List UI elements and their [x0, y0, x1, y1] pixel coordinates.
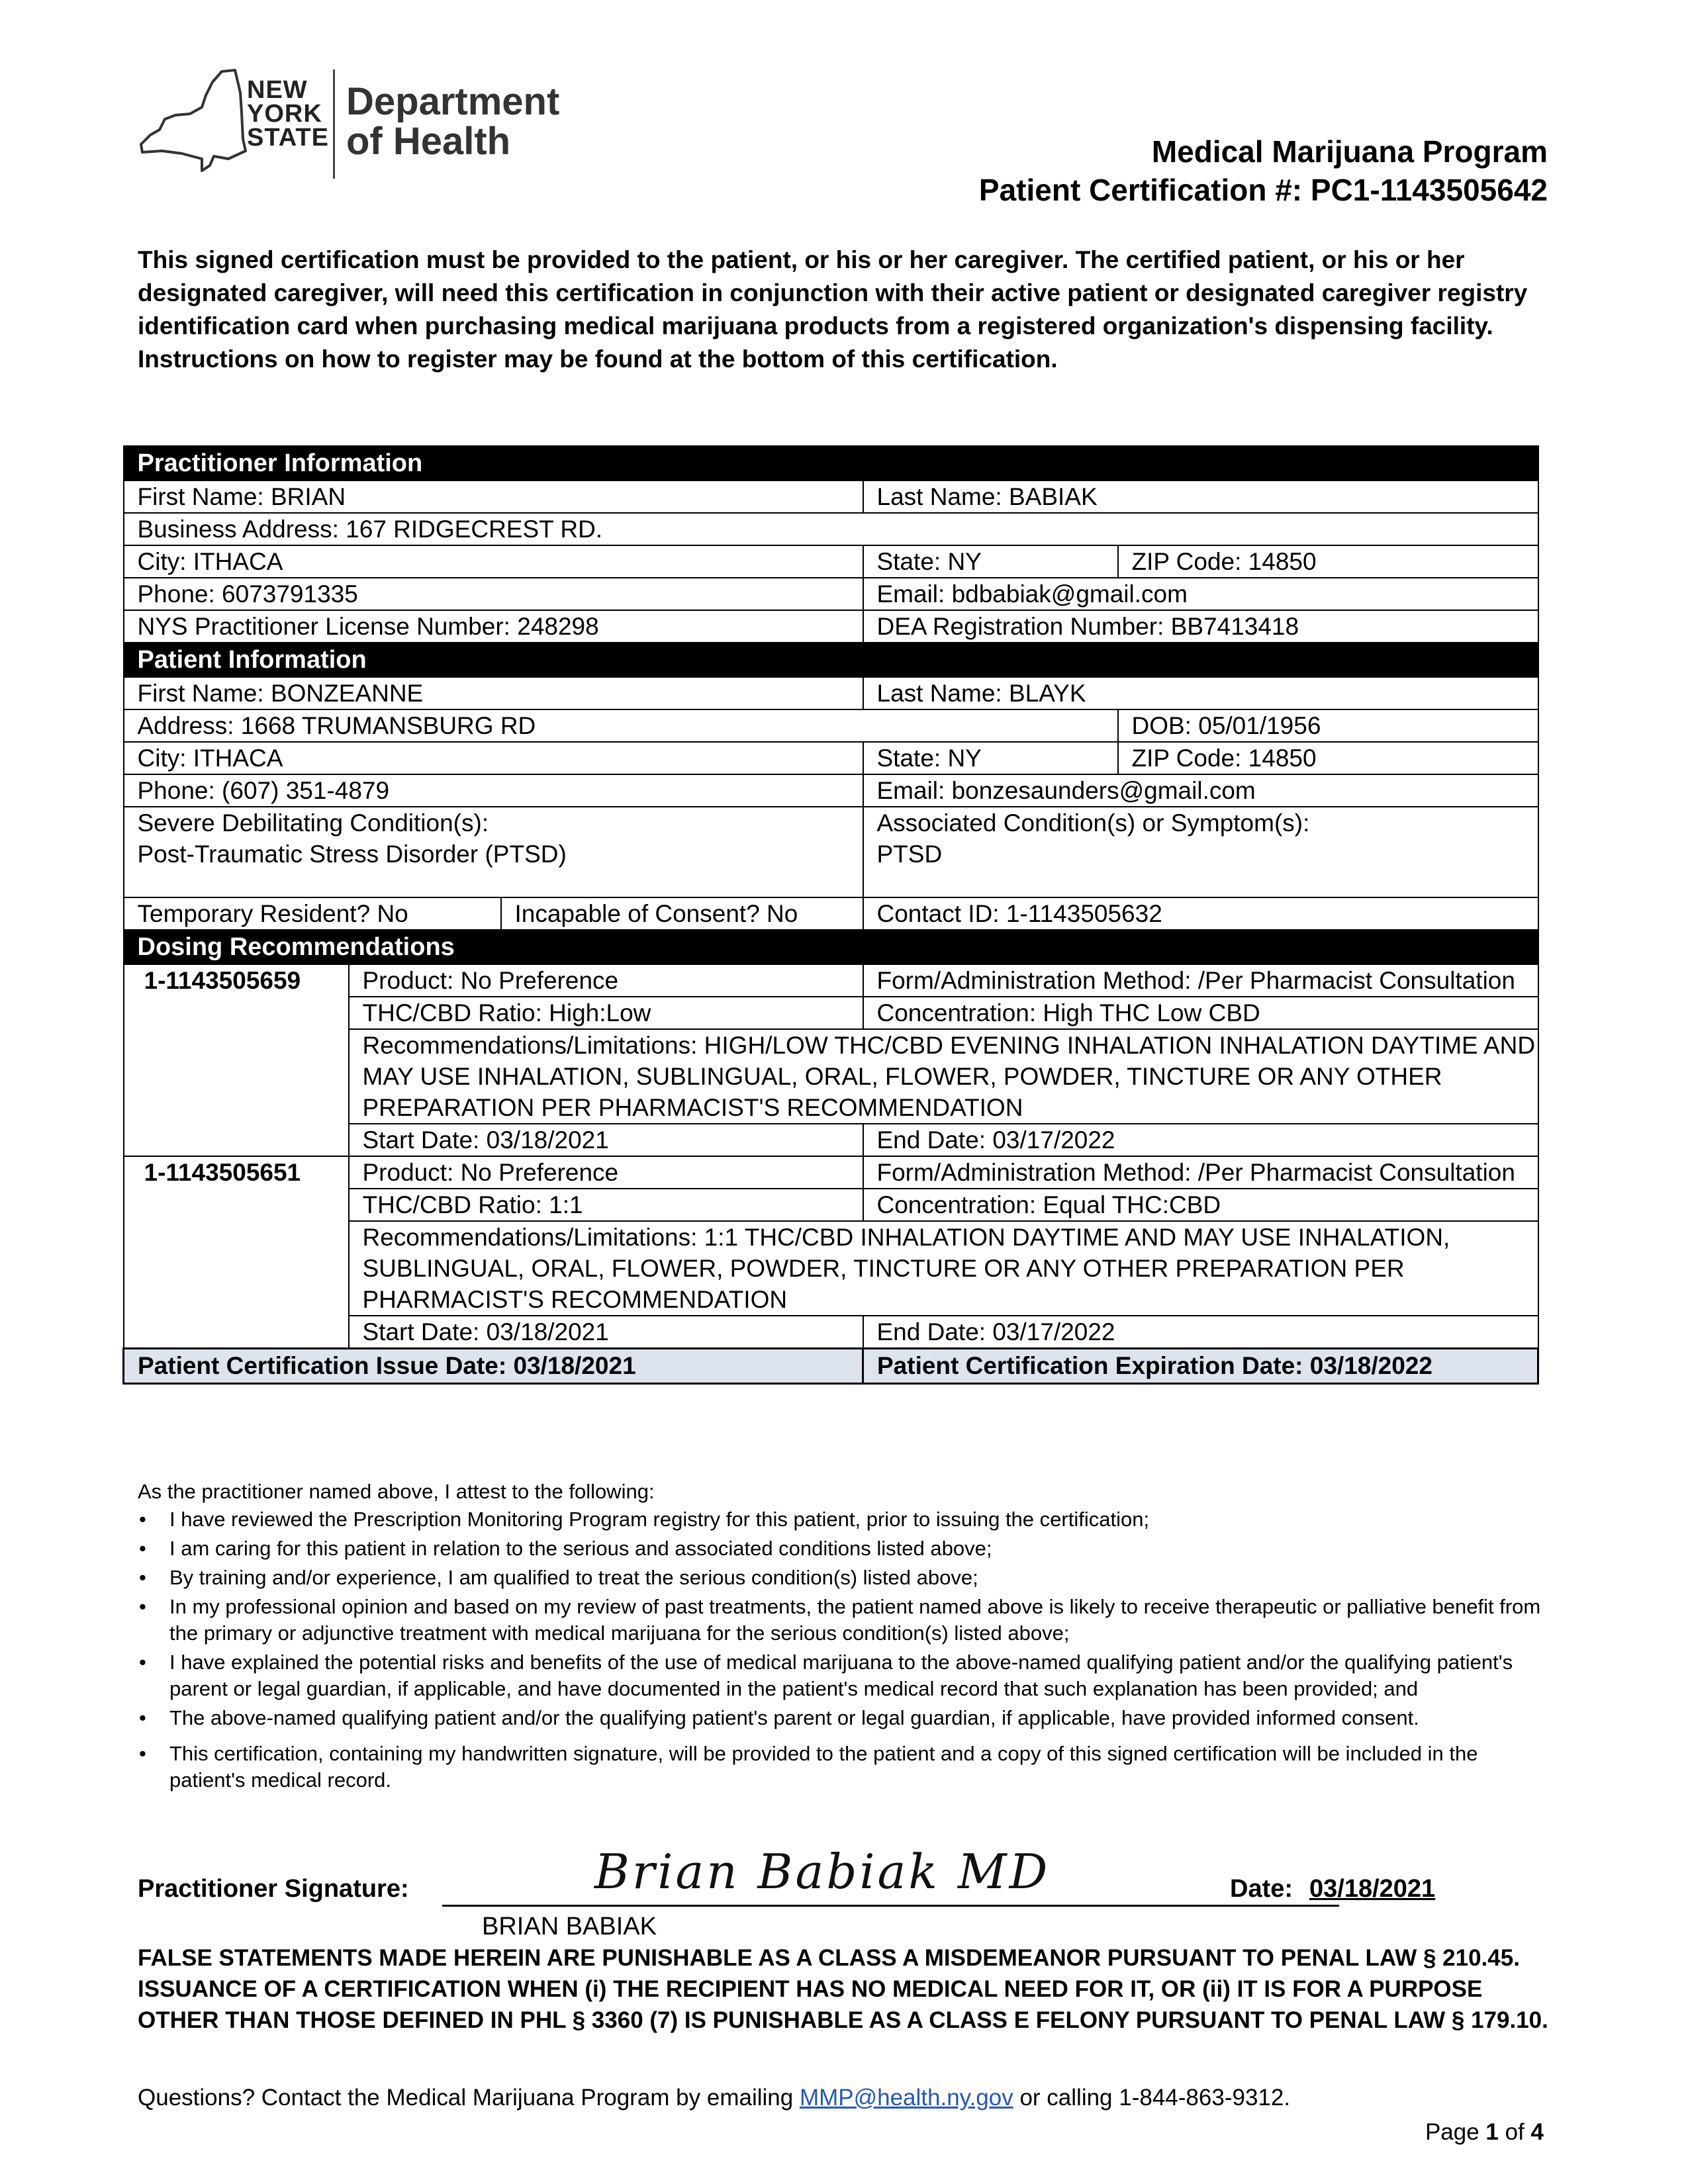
contact-email-link[interactable]: MMP@health.ny.gov — [799, 2085, 1013, 2111]
list-item: • The above-named qualifying patient and/or the qualifying patient's parent or legal guardian, if applicable, have provided informed consent. — [138, 1705, 1554, 1731]
patient-incapable-of-consent: Incapable of Consent? No — [501, 897, 863, 930]
signature-date-label: Date: — [1230, 1875, 1293, 1903]
new-york-state-outline-icon — [136, 66, 248, 179]
practitioner-first-name: First Name: BRIAN — [124, 480, 863, 513]
recommendation-start-date: Start Date: 03/18/2021 — [349, 1316, 863, 1349]
signature-date: 03/18/2021 — [1309, 1875, 1436, 1903]
intro-paragraph: This signed certification must be provided to the patient, or his or her caregiver. The certified patient, or his or her designated caregiver, will need this certification in conjunction with their active patient or designated caregiver registry identification card when purchasing medical marijuana products from a registered organization's dispensing facility. Instructions on how to register may be found at the bottom of this certification. — [138, 246, 1528, 373]
page-number — [1425, 2119, 1544, 2146]
patient-section-header — [124, 643, 1538, 677]
practitioner-city: City: ITHACA — [124, 545, 863, 578]
dosing-heading: Dosing Recommendations — [124, 930, 1538, 964]
printed-name: BRIAN BABIAK — [482, 1913, 657, 1940]
recommendation-end-date: End Date: 03/17/2022 — [863, 1316, 1538, 1349]
table-row — [124, 897, 1538, 930]
recommendation-product: Product: No Preference — [349, 1156, 863, 1189]
logo-divider — [333, 69, 335, 179]
practitioner-last-name: Last Name: BABIAK — [863, 480, 1538, 513]
table-row — [124, 774, 1538, 807]
table-row — [124, 480, 1538, 513]
handwritten-signature: Brian Babiak MD — [594, 1844, 1051, 1899]
certification-table — [122, 445, 1539, 1385]
certification-form — [122, 445, 1537, 1385]
dosing-section-header — [124, 930, 1538, 964]
contact-prefix: Questions? Contact the Medical Marijuana Program by emailing — [138, 2085, 800, 2111]
practitioner-zip: ZIP Code: 14850 — [1118, 545, 1538, 578]
certification-dates-row — [124, 1349, 1538, 1384]
table-row — [124, 742, 1538, 774]
patient-heading: Patient Information — [124, 643, 1538, 677]
recommendation-start-date: Start Date: 03/18/2021 — [349, 1124, 863, 1156]
recommendation-concentration: Concentration: High THC Low CBD — [863, 997, 1538, 1029]
patient-email: Email: bonzesaunders@gmail.com — [863, 774, 1538, 807]
recommendation-limitations: Recommendations/Limitations: HIGH/LOW THC/CBD EVENING INHALATION INHALATION DAYTIME AND MAY USE INHALATION, SUBLINGUAL, ORAL, FLOWER, POWDER, TINCTURE OR ANY OTHER PREPARATION PER PHARMACIST'S RECOMMENDATION — [349, 1029, 1538, 1124]
patient-condition: Severe Debilitating Condition(s): Post-Traumatic Stress Disorder (PTSD) — [124, 807, 863, 897]
practitioner-business-address: Business Address: 167 RIDGECREST RD. — [124, 513, 1538, 545]
patient-last-name: Last Name: BLAYK — [863, 677, 1538, 709]
patient-temporary-resident: Temporary Resident? No — [124, 897, 501, 930]
patient-zip: ZIP Code: 14850 — [1118, 742, 1538, 774]
page-prefix: Page — [1425, 2119, 1486, 2145]
recommendation-ratio: THC/CBD Ratio: High:Low — [349, 997, 863, 1029]
practitioner-email: Email: bdbabiak@gmail.com — [863, 578, 1538, 610]
patient-address: Address: 1668 TRUMANSBURG RD — [124, 709, 1118, 742]
logo-line-of-health: of Health — [346, 120, 511, 163]
attestation-block — [138, 1477, 1554, 1796]
patient-first-name: First Name: BONZEANNE — [124, 677, 863, 709]
recommendation-id: 1-1143505659 — [124, 964, 349, 1156]
certification-number: Patient Certification #: PC1-1143505642 — [978, 173, 1548, 207]
patient-associated-condition: Associated Condition(s) or Symptom(s): PTSD — [863, 807, 1538, 897]
signature-row — [138, 1844, 1561, 1940]
list-item: • This certification, containing my handwritten signature, will be provided to the patient and a copy of this signed certification will be included in the patient's medical record. — [138, 1741, 1554, 1794]
recommendation-limitations: Recommendations/Limitations: 1:1 THC/CBD INHALATION DAYTIME AND MAY USE INHALATION, SUBLINGUAL, ORAL, FLOWER, POWDER, TINCTURE OR ANY OTHER PREPARATION PER PHARMACIST'S RECOMMENDATION — [349, 1221, 1538, 1316]
table-row — [124, 964, 1538, 997]
table-row — [124, 578, 1538, 610]
program-name: Medical Marijuana Program — [1151, 134, 1548, 169]
logo-line-new: NEW — [247, 76, 308, 104]
program-title-block — [979, 132, 1548, 209]
patient-dob: DOB: 05/01/1956 — [1118, 709, 1538, 742]
contact-line — [138, 2085, 1290, 2111]
patient-contact-id: Contact ID: 1-1143505632 — [863, 897, 1538, 930]
attestation-lead: As the practitioner named above, I attest to the following: — [138, 1480, 655, 1503]
practitioner-license: NYS Practitioner License Number: 248298 — [124, 610, 863, 643]
signature-label: Practitioner Signature: — [138, 1875, 409, 1903]
table-row — [124, 610, 1538, 643]
list-item: • By training and/or experience, I am qualified to treat the serious condition(s) listed above; — [138, 1565, 1554, 1591]
table-row — [124, 545, 1538, 578]
list-item: • I have reviewed the Prescription Monitoring Program registry for this patient, prior to issuing the certification; — [138, 1506, 1554, 1533]
nys-doh-logo — [136, 66, 573, 185]
logo-dept-text — [346, 82, 559, 161]
recommendation-id: 1-1143505651 — [124, 1156, 349, 1349]
recommendation-form: Form/Administration Method: /Per Pharmacist Consultation — [863, 1156, 1538, 1189]
patient-phone: Phone: (607) 351-4879 — [124, 774, 863, 807]
practitioner-heading: Practitioner Information — [124, 446, 1538, 480]
page-middle: of — [1498, 2119, 1531, 2145]
recommendation-ratio: THC/CBD Ratio: 1:1 — [349, 1189, 863, 1221]
recommendation-form: Form/Administration Method: /Per Pharmacist Consultation — [863, 964, 1538, 997]
table-row — [124, 807, 1538, 897]
list-item: • In my professional opinion and based on my review of past treatments, the patient named above is likely to receive therapeutic or palliative benefit from the primary or adjunctive treatment with medical marijuana for the serious condition(s) listed above; — [138, 1594, 1554, 1647]
recommendation-end-date: End Date: 03/17/2022 — [863, 1124, 1538, 1156]
page-current: 1 — [1485, 2119, 1499, 2145]
logo-state-text — [247, 78, 329, 150]
list-item: • I have explained the potential risks and benefits of the use of medical marijuana to the above-named qualifying patient and/or the qualifying patient's parent or legal guardian, if applicable, and have documented in the patient's medical record that such explanation has been provided; and — [138, 1649, 1554, 1702]
practitioner-dea: DEA Registration Number: BB7413418 — [863, 610, 1538, 643]
page-total: 4 — [1530, 2119, 1544, 2145]
recommendation-product: Product: No Preference — [349, 964, 863, 997]
recommendation-concentration: Concentration: Equal THC:CBD — [863, 1189, 1538, 1221]
table-row — [124, 513, 1538, 545]
signature-line — [442, 1905, 1339, 1907]
practitioner-phone: Phone: 6073791335 — [124, 578, 863, 610]
contact-suffix: or calling 1-844-863-9312. — [1013, 2085, 1291, 2111]
logo-line-york: YORK — [247, 100, 322, 128]
logo-line-state: STATE — [247, 124, 329, 152]
practitioner-state: State: NY — [863, 545, 1118, 578]
patient-state: State: NY — [863, 742, 1118, 774]
expiration-date: Patient Certification Expiration Date: 03/18/2022 — [863, 1349, 1538, 1384]
table-row — [124, 1156, 1538, 1189]
list-item: • I am caring for this patient in relation to the serious and associated conditions listed above; — [138, 1535, 1554, 1562]
legal-warning: FALSE STATEMENTS MADE HEREIN ARE PUNISHABLE AS A CLASS A MISDEMEANOR PURSUANT TO PENAL LAW § 210.45. ISSUANCE OF A CERTIFICATION WHEN (i) THE RECIPIENT HAS NO MEDICAL NEED FOR IT, OR (ii) IT IS FOR A PURPOSE OTHER THAN THOSE DEFINED IN PHL § 3360 (7) IS PUNISHABLE AS A CLASS E FELONY PURSUANT TO PENAL LAW § 179.10. — [138, 1945, 1548, 2033]
patient-city: City: ITHACA — [124, 742, 863, 774]
table-row — [124, 677, 1538, 709]
attestation-list — [138, 1506, 1554, 1794]
logo-line-department: Department — [346, 80, 560, 123]
table-row — [124, 709, 1538, 742]
practitioner-section-header — [124, 446, 1538, 480]
issue-date: Patient Certification Issue Date: 03/18/2021 — [124, 1349, 863, 1384]
